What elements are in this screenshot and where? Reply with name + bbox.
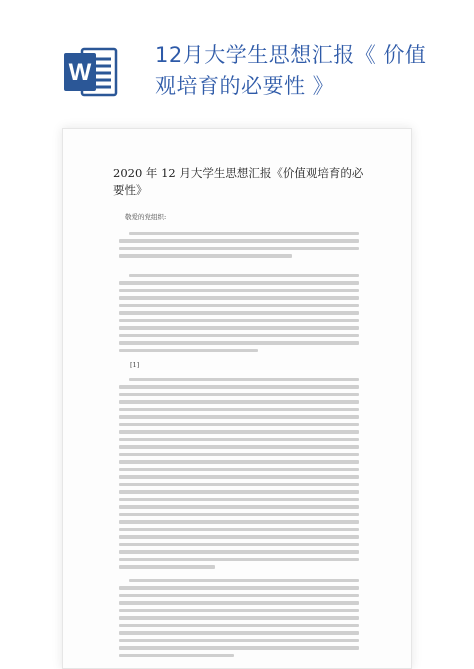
text-line [119, 453, 359, 456]
text-line [119, 289, 359, 292]
body-paragraph-2 [119, 274, 359, 356]
word-document-icon [62, 43, 120, 101]
text-line [119, 400, 359, 403]
text-line [129, 274, 359, 277]
text-line [129, 378, 359, 381]
text-line [119, 550, 359, 553]
body-paragraph-1 [119, 232, 359, 262]
text-line [119, 341, 359, 344]
text-line [119, 520, 359, 523]
header-title-line-2: 观培育的必要性 》 [155, 74, 335, 98]
text-line [119, 543, 359, 546]
text-line [119, 594, 359, 597]
text-line [119, 385, 359, 388]
text-line [119, 334, 359, 337]
text-line [119, 460, 359, 463]
text-line [119, 438, 359, 441]
text-line [119, 646, 359, 649]
text-line [119, 498, 359, 501]
text-line [119, 624, 359, 627]
text-line [119, 304, 359, 307]
text-line [119, 393, 359, 396]
text-line [119, 601, 359, 604]
header-banner [0, 0, 474, 126]
document-title: 2020 年 12 月大学生思想汇报《价值观培育的必要性》 [113, 166, 364, 197]
body-paragraph-3 [119, 378, 359, 573]
text-line [119, 616, 359, 619]
text-line [119, 490, 359, 493]
svg-text:W: W [68, 59, 92, 86]
text-line [119, 565, 215, 568]
body-paragraph-4 [119, 579, 359, 661]
text-line [119, 445, 359, 448]
salutation: 敬爱的党组织: [125, 213, 167, 221]
text-line [119, 415, 359, 418]
text-line [119, 319, 359, 322]
text-line [119, 239, 359, 242]
text-line [119, 505, 359, 508]
text-line [119, 296, 359, 299]
text-line [129, 232, 359, 235]
text-line [119, 475, 359, 478]
text-line [119, 609, 359, 612]
text-line [119, 281, 359, 284]
text-line [119, 639, 359, 642]
header-title [155, 40, 455, 102]
text-line [119, 468, 359, 471]
section-marker: [1] [130, 361, 140, 369]
text-line [119, 631, 359, 634]
text-line [119, 558, 359, 561]
document-preview-sheet [62, 128, 412, 669]
text-line [119, 513, 359, 516]
text-line [119, 528, 359, 531]
text-line [119, 483, 359, 486]
text-line [119, 349, 258, 352]
text-line [119, 247, 359, 250]
text-line [119, 326, 359, 329]
text-line [119, 430, 359, 433]
text-line [119, 535, 359, 538]
text-line [119, 654, 234, 657]
text-line [119, 586, 359, 589]
text-line [129, 579, 359, 582]
header-title-line-1: 12月大学生思想汇报《 价值 [155, 43, 427, 67]
text-line [119, 408, 359, 411]
text-line [119, 254, 292, 257]
text-line [119, 423, 359, 426]
text-line [119, 311, 359, 314]
